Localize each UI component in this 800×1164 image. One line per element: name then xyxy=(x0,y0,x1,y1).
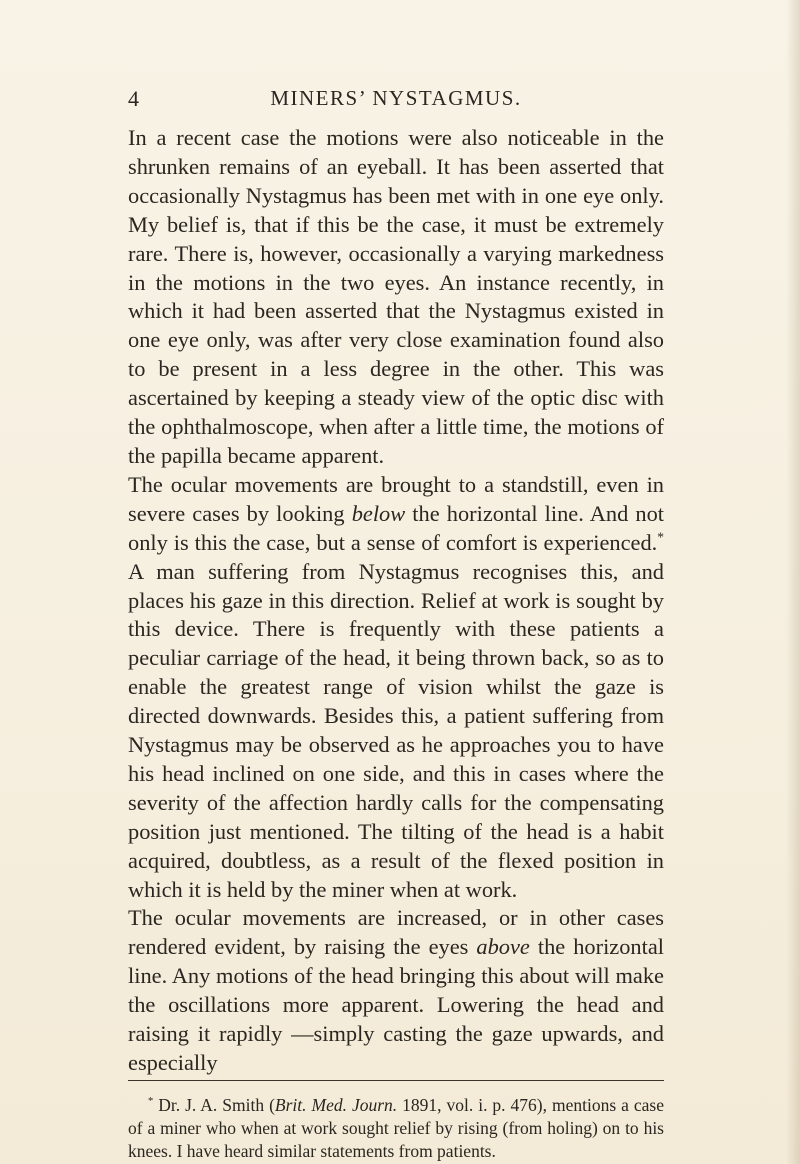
paragraph-1: In a recent case the motions were also noticeable in the shrunken remains of an eyeball. It has been asserted that occasionally Nystagmus has been met with in one eye only. My belief is, that if this be the case, it must be extremely rare. There is, however, occasionally a varying markedness in the motions in the two eyes. An instance recently, in which it had been asserted that the Nystagmus existed in one eye only, was after very close examination found also to be present in a less degree in the other. This was ascertained by keeping a steady view of the optic disc with the ophthalmoscope, when after a little time, the motions of the papilla became apparent. xyxy=(128,125,664,468)
paragraph-3-text-a: The ocular movements are increased, or in other cases rendered evident, by raising the eyes xyxy=(128,905,664,960)
paragraph-2-text-b: the horizontal line. And not only is this the case, but a sense of comfort is experienced. xyxy=(128,500,665,555)
paragraph-2 xyxy=(128,471,664,905)
page-edge-shadow xyxy=(786,0,800,1164)
paragraph-2-text-a: The ocular movements are brought to a standstill, even in severe cases by looking xyxy=(128,471,664,526)
footnote-rule xyxy=(128,1080,664,1081)
footnote-text-b: 1891, vol. i. p. 476), mentions a case of a miner who when at work sought relief by rising (from holing) on to his knees. I have heard similar statements from patients. xyxy=(128,1095,664,1161)
footnote-reference-mark: * xyxy=(657,529,664,545)
paragraph-3-text-b: the horizontal line. Any motions of the head bringing this about will make the oscillations more apparent. Lowering the head and raising it rapidly —simply casting the gaze upwards, and especially xyxy=(128,934,665,1075)
footnote-text-a: Dr. J. A. Smith ( xyxy=(153,1095,275,1115)
footnote xyxy=(128,1094,664,1163)
paragraph-2-text-c: A man suffering from Nystagmus recognises this, and places his gaze in this direction. Relief at work is sought by this device. There is frequently with these patients a peculiar carriage of the head, it being thrown back, so as to enable the greatest range of vision whilst the gaze is directed downwards. Besides this, a patient suffering from Nystagmus may be observed as he approaches you to have his head inclined on one side, and this in cases where the severity of the affection hardly calls for the compensating position just mentioned. The tilting of the head is a habit acquired, doubtless, as a result of the flexed position in which it is held by the miner when at work. xyxy=(128,558,664,902)
footnote-paragraph xyxy=(128,1094,664,1163)
emphasis-below: below xyxy=(351,500,406,526)
emphasis-above: above xyxy=(476,934,530,960)
body-text xyxy=(128,124,664,1078)
running-head: MINERS’ NYSTAGMUS. xyxy=(270,86,522,110)
footnote-citation: Brit. Med. Journ. xyxy=(274,1095,398,1115)
footnote-mark: * xyxy=(148,1096,154,1108)
paragraph-3 xyxy=(128,904,664,1077)
page-header xyxy=(128,86,664,116)
page-number: 4 xyxy=(128,86,140,111)
